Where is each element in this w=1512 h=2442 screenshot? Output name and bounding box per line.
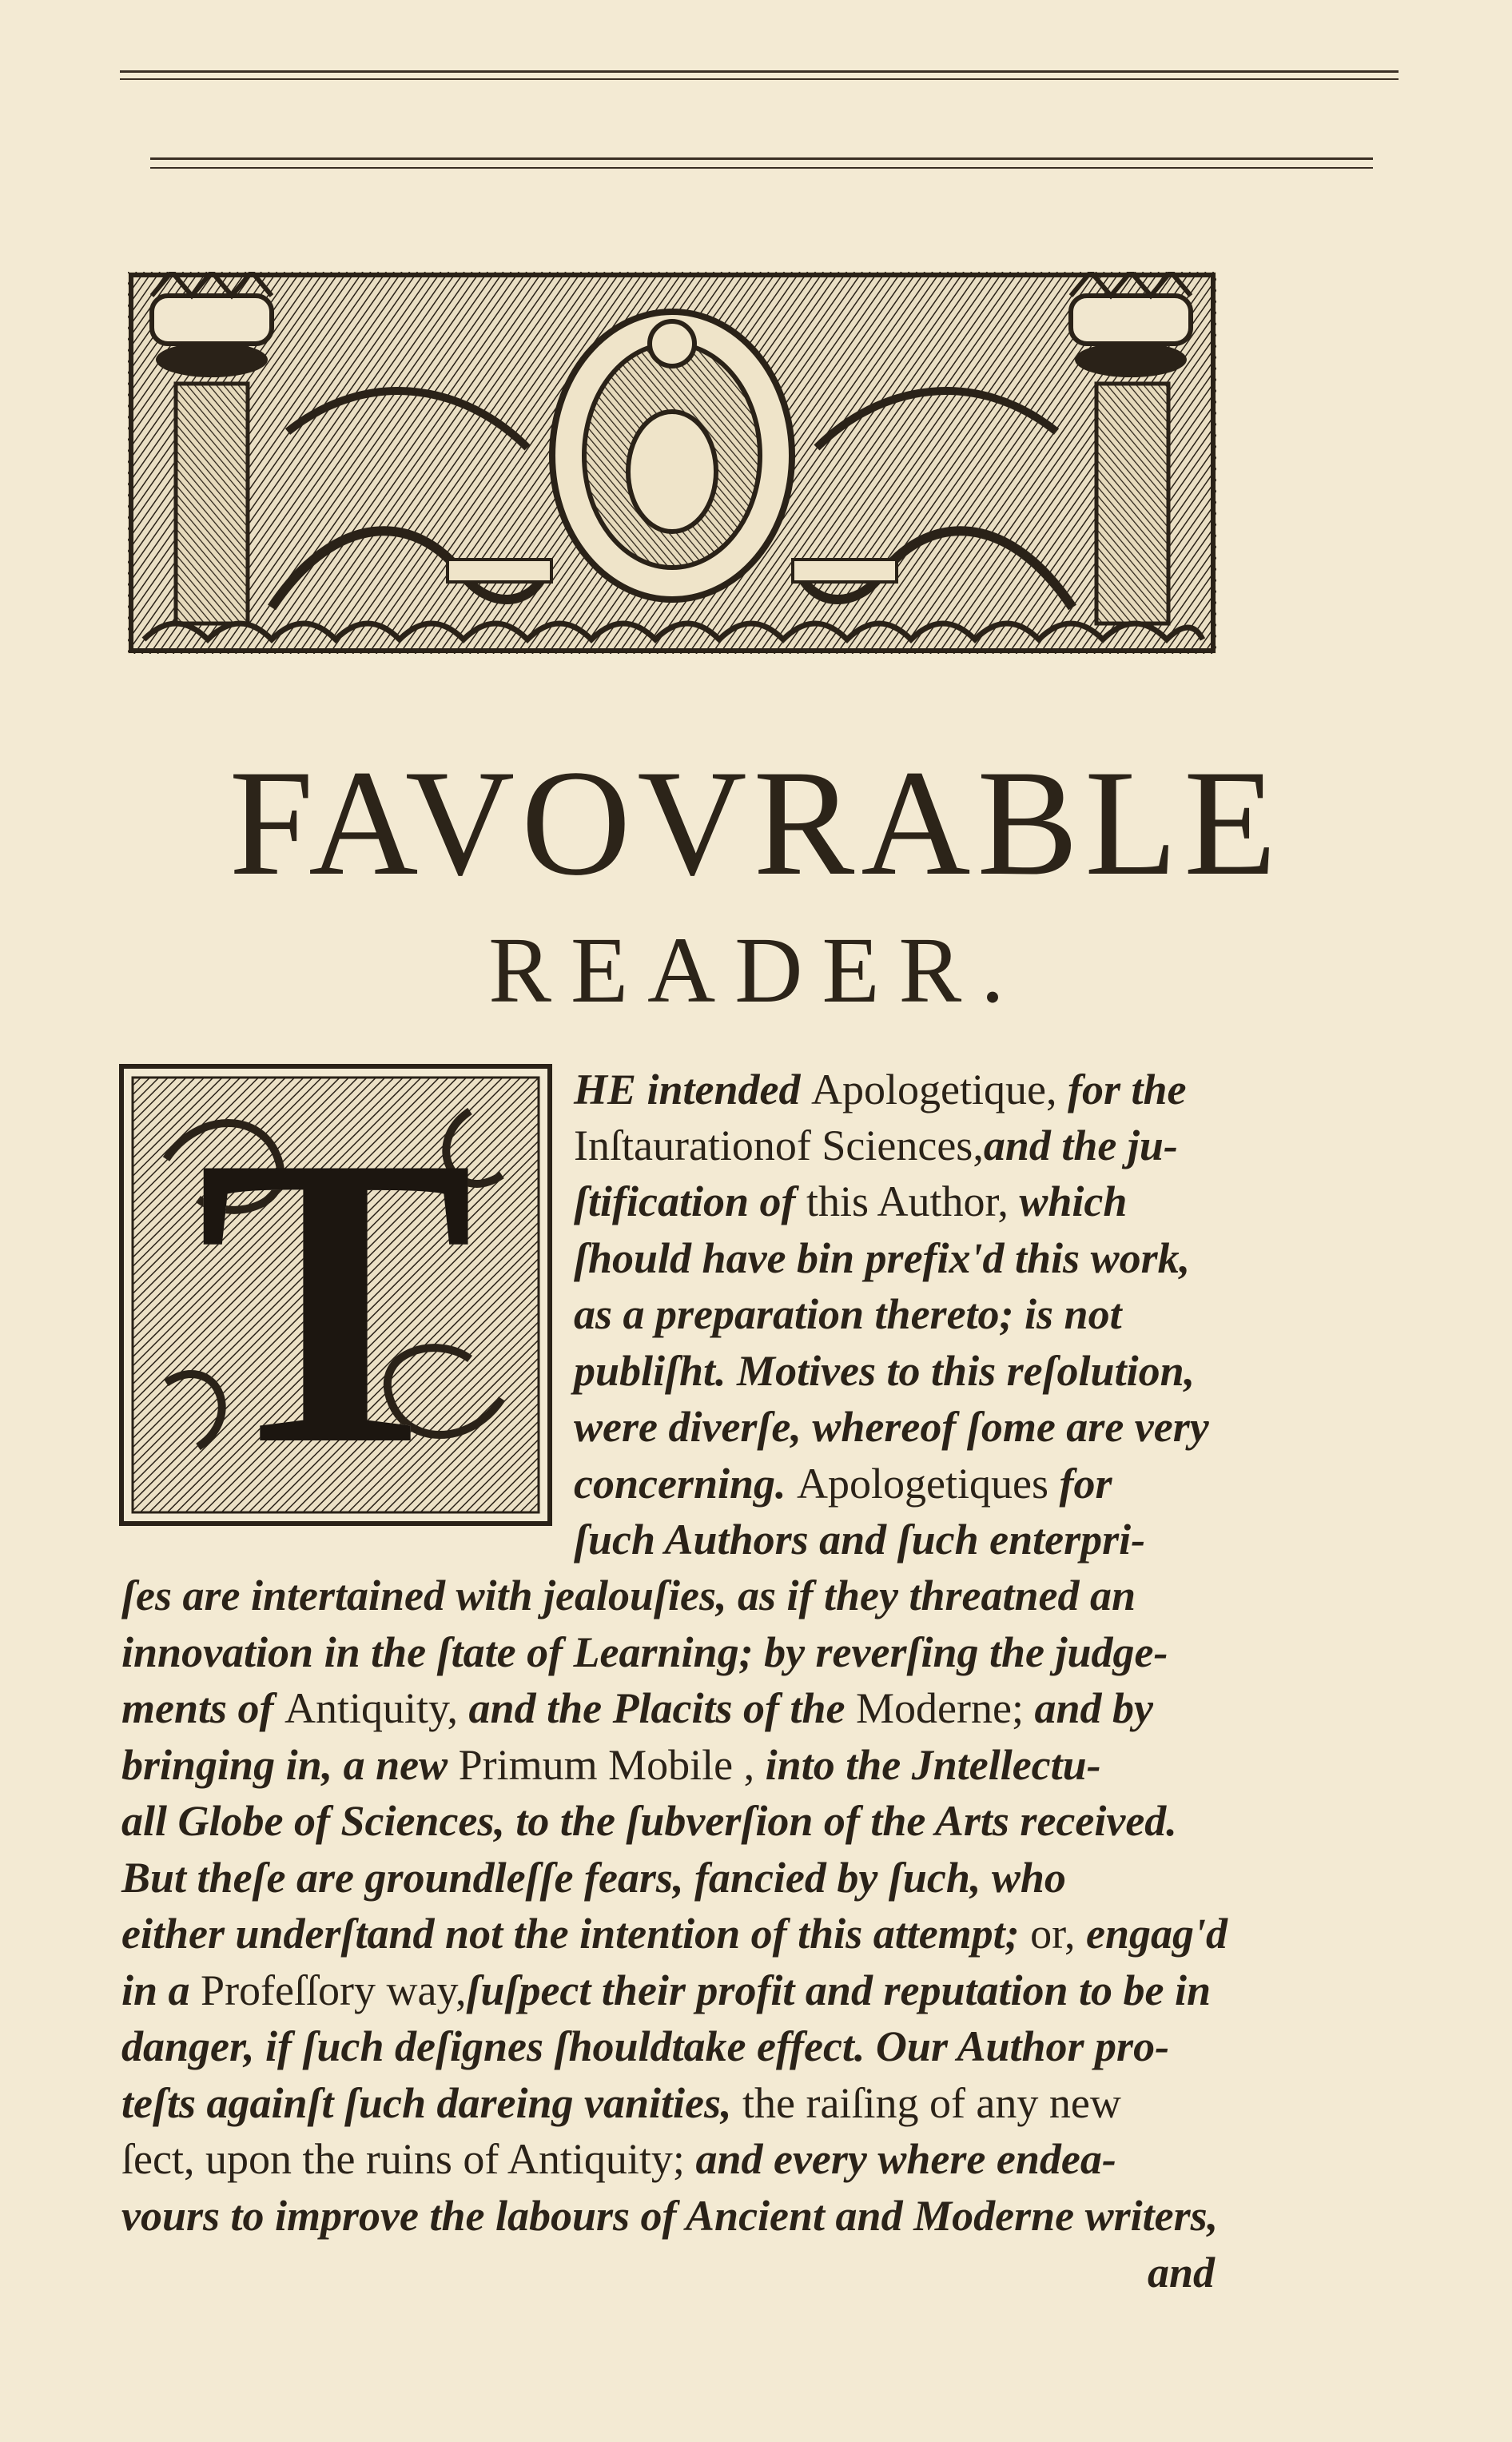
text-run: the raiſing of any new <box>742 2079 1121 2127</box>
text-run: engag'd <box>1086 1910 1228 1958</box>
text-run: Moderne; <box>856 1684 1035 1732</box>
text-run: Profeſſory way, <box>201 1966 467 2014</box>
text-run: for the <box>1067 1066 1187 1113</box>
text-run: ſhould have bin prefix'd this work, <box>574 1234 1191 1282</box>
text-run: Apologetique, <box>811 1066 1068 1113</box>
text-run: Inſtaurationof Sciences, <box>574 1121 984 1169</box>
text-run: bringing in, a new <box>121 1741 459 1789</box>
text-line <box>121 1795 1177 1847</box>
text-run: or, <box>1030 1910 1086 1958</box>
text-run: ſes are intertained with jealouſies, as if they threatned an <box>121 1572 1136 1619</box>
text-run: publiſht. Motives to this reſolution, <box>574 1347 1196 1395</box>
text-line <box>574 1344 1195 1397</box>
text-run: of <box>237 1684 285 1732</box>
text-line <box>121 1739 1101 1791</box>
text-line <box>574 1288 1122 1341</box>
text-run: and the Placits of the <box>468 1684 857 1732</box>
text-run: ments <box>121 1684 238 1732</box>
text-line <box>121 1569 1136 1622</box>
text-line <box>574 1232 1190 1285</box>
text-line <box>121 1626 1168 1679</box>
top-rule-3 <box>150 157 1373 160</box>
text-line <box>574 1513 1145 1566</box>
text-run: ſect, upon the ruins of Antiquity; <box>121 2135 696 2183</box>
text-run: Apologetiques <box>797 1460 1060 1508</box>
text-line <box>121 2020 1169 2073</box>
text-run: all Globe of Sciences, to the ſubverſion of the Arts received. <box>121 1797 1177 1845</box>
text-run: into the Jntellectu- <box>765 1741 1101 1789</box>
text-run: Primum Mobile , <box>458 1741 766 1789</box>
text-line <box>121 2133 1116 2185</box>
text-line <box>121 1907 1228 1960</box>
top-rule-4 <box>150 167 1373 169</box>
catchword: and <box>1148 2249 1216 2297</box>
text-line <box>574 1175 1127 1228</box>
initial-letter: T <box>197 1071 475 1531</box>
text-run: danger, if ſuch deſignes ſhouldtake effect. Our Author pro- <box>121 2022 1170 2070</box>
text-line <box>121 1964 1211 2017</box>
page-title: FAVOVRABLE <box>229 739 1283 907</box>
text-run: innovation in the ſtate of Learning; by reverſing the judge- <box>121 1628 1168 1676</box>
text-run: But theſe are groundleſſe fears, fancied by ſuch, who <box>121 1854 1066 1902</box>
text-run: which <box>1019 1177 1128 1225</box>
text-line <box>121 1682 1153 1735</box>
text-run: in a <box>121 1966 201 2014</box>
ornamental-headpiece <box>128 272 1216 654</box>
top-rule-2 <box>120 78 1399 80</box>
text-run: and the ju- <box>983 1121 1178 1169</box>
text-run: ſtification <box>574 1177 760 1225</box>
text-run: ſuch Authors and ſuch enterpri- <box>574 1516 1146 1564</box>
page-subtitle: READER. <box>488 918 1024 1022</box>
text-line <box>121 2077 1121 2129</box>
text-run: for <box>1059 1460 1112 1508</box>
text-run: and every where endea- <box>695 2135 1116 2183</box>
text-line <box>121 2189 1218 2242</box>
text-run: ſuſpect their profit and reputation to be in <box>466 1966 1212 2014</box>
text-run: as a preparation thereto; is not <box>574 1290 1122 1338</box>
text-line <box>574 1400 1209 1453</box>
text-run: HE intended <box>574 1066 812 1113</box>
text-line <box>574 1063 1186 1116</box>
text-run: this Author, <box>806 1177 1020 1225</box>
text-run: teſts againſt ſuch dareing vanities, <box>121 2079 743 2127</box>
text-run: vours to improve the labours of Ancient and Moderne writers, <box>121 2192 1219 2240</box>
text-run: and by <box>1034 1684 1153 1732</box>
text-line <box>574 1457 1112 1510</box>
text-run: Antiquity, <box>284 1684 469 1732</box>
text-line <box>121 1851 1066 1904</box>
text-line <box>574 1119 1178 1172</box>
text-run: concerning. <box>574 1460 798 1508</box>
top-rule-1 <box>120 70 1399 73</box>
decorated-initial <box>118 1063 553 1531</box>
text-run: were diverſe, whereof ſome are very <box>574 1403 1209 1451</box>
text-run: either underſtand not the intention of this attempt; <box>121 1910 1031 1958</box>
text-run: of <box>759 1177 806 1225</box>
central-cartouche-icon <box>552 312 792 600</box>
